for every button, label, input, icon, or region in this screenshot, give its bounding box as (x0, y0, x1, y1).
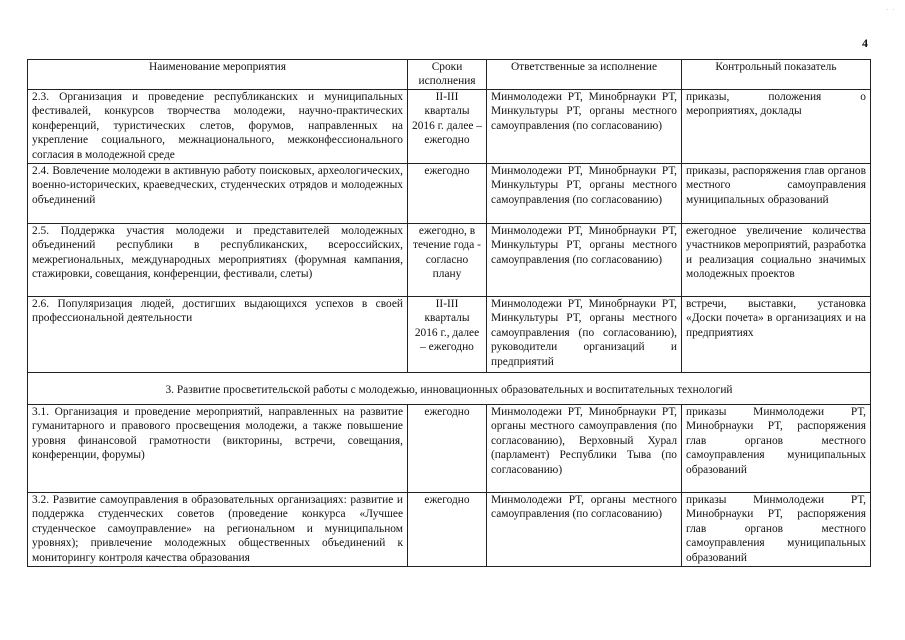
row-name: 3.1. Организация и проведение мероприятий, направленных на развитие гуманитарного и правового просвещения молодежи, а также повышение уровня финансовой грамотности (викторины, встречи, совещания, конференции, форумы) (28, 405, 408, 493)
row-indicator: приказы, положения о мероприятиях, доклады (682, 90, 871, 164)
row-name: 2.6. Популяризация людей, достигших выдающихся успехов в своей профессиональной деятельности (28, 297, 408, 373)
table-row (28, 164, 871, 224)
scan-corner-mark: · · (886, 6, 896, 14)
plan-table (27, 59, 871, 567)
row-deadline: II-III кварталы 2016 г. далее – ежегодно (408, 90, 487, 164)
header-deadline: Сроки исполнения (408, 60, 487, 90)
table-row (28, 90, 871, 164)
row-responsible: Минмолодежи РТ, Минобрнауки РТ, Минкультуры РТ, органы местного самоуправления (по согласованию), руководители организаций и предприятий (487, 297, 682, 373)
table-row (28, 405, 871, 493)
row-name: 3.2. Развитие самоуправления в образовательных организациях: развитие и поддержка студенческих советов (проведение конкурса «Лучшее студенческое самоуправление» на региональном и муниципальном уровнях); привлечение молодежных общественных объединений к мониторингу контроля качества образования (28, 493, 408, 567)
header-responsible: Ответственные за исполнение (487, 60, 682, 90)
section-title: 3. Развитие просветительской работы с молодежью, инновационных образовательных и воспитательных технологий (28, 373, 871, 405)
row-deadline: ежегодно (408, 164, 487, 224)
row-responsible: Минмолодежи РТ, Минобрнауки РТ, Минкультуры РТ, органы местного самоуправления (по согласованию) (487, 90, 682, 164)
row-deadline: ежегодно (408, 405, 487, 493)
row-deadline: ежегодно (408, 493, 487, 567)
row-indicator: ежегодное увеличение количества участников мероприятий, разработка и реализация социально значимых молодежных проектов (682, 224, 871, 297)
row-responsible: Минмолодежи РТ, Минобрнауки РТ, Минкультуры РТ, органы местного самоуправления (по согласованию) (487, 224, 682, 297)
row-responsible: Минмолодежи РТ, Минобрнауки РТ, Минкультуры РТ, органы местного самоуправления (по согласованию) (487, 164, 682, 224)
row-indicator: встречи, выставки, установка «Доски почета» в организациях и на предприятиях (682, 297, 871, 373)
row-name: 2.4. Вовлечение молодежи в активную работу поисковых, археологических, военно-исторических, краеведческих, студенческих отрядов и молодежных объединений (28, 164, 408, 224)
row-indicator: приказы, распоряжения глав органов местного самоуправления муниципальных образований (682, 164, 871, 224)
page-number: 4 (862, 36, 868, 50)
row-indicator: приказы Минмолодежи РТ, Минобрнауки РТ, распоряжения глав органов местного самоуправления муниципальных образований (682, 405, 871, 493)
header-name: Наименование мероприятия (28, 60, 408, 90)
table-row (28, 297, 871, 373)
row-responsible: Минмолодежи РТ, органы местного самоуправления (по согласованию) (487, 493, 682, 567)
table-row (28, 493, 871, 567)
header-indicator: Контрольный показатель (682, 60, 871, 90)
row-deadline: ежегодно, в течение года - согласно плану (408, 224, 487, 297)
row-name: 2.5. Поддержка участия молодежи и представителей молодежных объединений республики в республиканских, всероссийских, межрегиональных, международных мероприятиях (форумная кампания, стажировки, совещания, конференции, фестивали, слеты) (28, 224, 408, 297)
section-row (28, 373, 871, 405)
table-row (28, 224, 871, 297)
row-indicator: приказы Минмолодежи РТ, Минобрнауки РТ, распоряжения глав органов местного самоуправления муниципальных образований (682, 493, 871, 567)
row-responsible: Минмолодежи РТ, Минобрнауки РТ, органы местного самоуправления (по согласованию), Верховный Хурал (парламент) Республики Тыва (по согласованию) (487, 405, 682, 493)
row-deadline: II-III кварталы 2016 г., далее – ежегодно (408, 297, 487, 373)
table-header-row (28, 60, 871, 90)
row-name: 2.3. Организация и проведение республиканских и муниципальных фестивалей, конкурсов творчества молодежи, научно-практических конференций, туристических слетов, форумов, направленных на укрепление социального, межнационального, межконфессионального согласия в молодежной среде (28, 90, 408, 164)
